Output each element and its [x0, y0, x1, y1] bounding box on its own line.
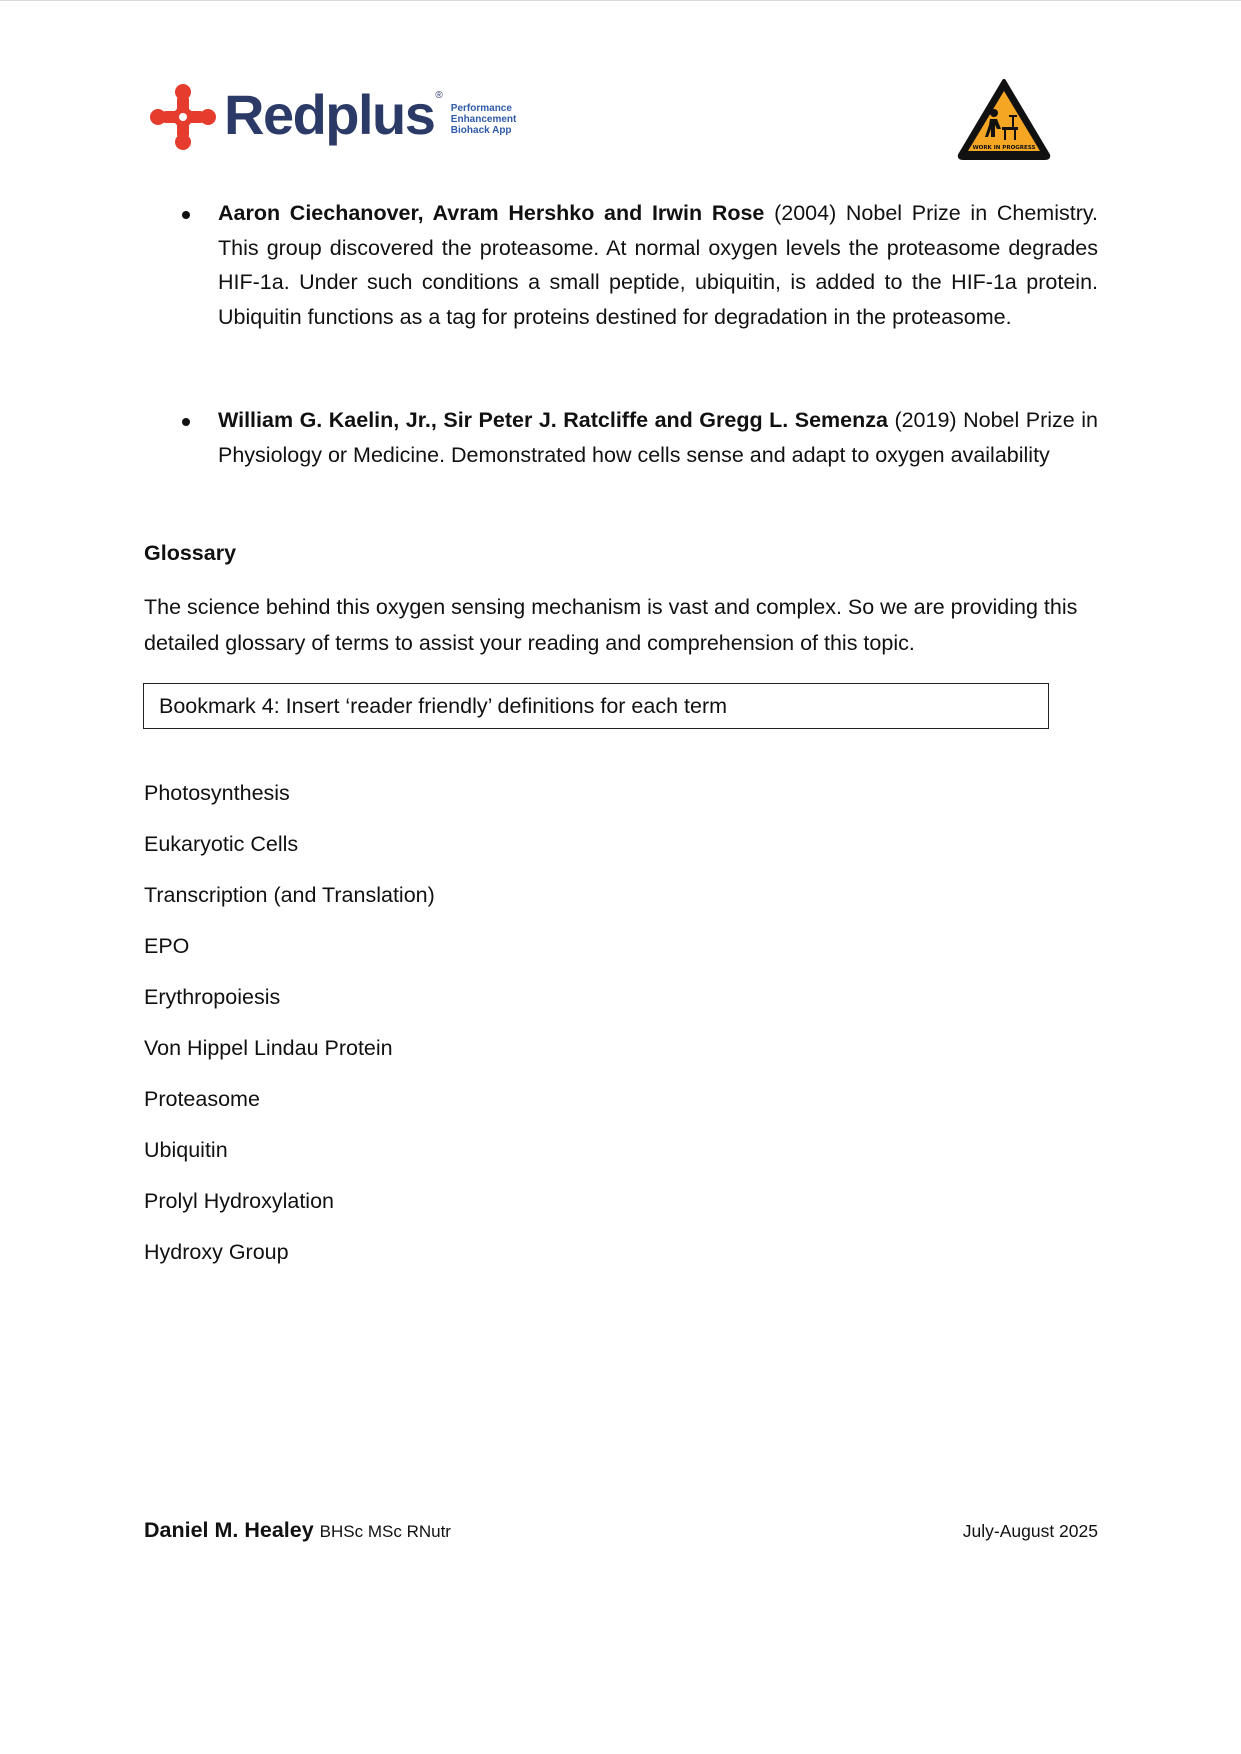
logo-tagline-line: Performance [450, 102, 512, 114]
logo-registered-mark: ® [435, 89, 443, 101]
author-credentials: BHSc MSc RNutr [319, 1522, 451, 1541]
glossary-term: Hydroxy Group [144, 1240, 289, 1264]
list-item [144, 196, 1098, 334]
redplus-logo [150, 84, 516, 150]
laureates-description: (2019) Nobel Prize in Physiology or Medicine. Demonstrated how cells sense and adapt to oxygen availability [218, 408, 1098, 467]
wip-sign-text: WORK IN PROGRESS [972, 145, 1036, 151]
logo-tagline [451, 103, 517, 136]
author-name: Daniel M. Healey [144, 1518, 314, 1542]
logo-tagline-line: Enhancement [450, 113, 517, 125]
logo-wordmark: Redplus [224, 83, 435, 146]
glossary-terms [144, 777, 435, 1287]
glossary-intro: The science behind this oxygen sensing mechanism is vast and complex. So we are providing this detailed glossary of terms to assist your reading and comprehension of this topic. [144, 595, 1078, 655]
glossary-term: Ubiquitin [144, 1138, 228, 1162]
footer-date: July-August 2025 [962, 1521, 1098, 1541]
footer-author [144, 1518, 451, 1543]
glossary-term: Photosynthesis [144, 781, 290, 805]
laureates-description: (2004) Nobel Prize in Chemistry. This group discovered the proteasome. At normal oxygen levels the proteasome degrades HIF-1a. Under such conditions a small peptide, ubiquitin, is added to the HIF-1a protein. Ubiquitin functions as a tag for proteins destined for degradation in the proteasome. [218, 201, 1098, 329]
page-top-rule [0, 0, 1241, 1]
redplus-cross-icon [150, 84, 216, 150]
logo-tagline-line: Biohack App [450, 124, 512, 136]
glossary-term: Transcription (and Translation) [144, 883, 435, 907]
glossary-term: EPO [144, 934, 190, 958]
work-in-progress-sign-icon [956, 77, 1052, 161]
laureates-names: Aaron Ciechanover, Avram Hershko and Irwin Rose [218, 201, 765, 225]
glossary-heading: Glossary [144, 541, 237, 565]
list-item [144, 403, 1098, 472]
glossary-term: Eukaryotic Cells [144, 832, 299, 856]
bookmark-note-box: Bookmark 4: Insert ‘reader friendly’ definitions for each term [143, 683, 1049, 729]
glossary-term: Prolyl Hydroxylation [144, 1189, 334, 1213]
laureates-names: William G. Kaelin, Jr., Sir Peter J. Ratcliffe and Gregg L. Semenza [218, 408, 888, 432]
glossary-term: Erythropoiesis [144, 985, 281, 1009]
nobel-prize-list [144, 196, 1098, 472]
glossary-term: Von Hippel Lindau Protein [144, 1036, 393, 1060]
glossary-term: Proteasome [144, 1087, 260, 1111]
